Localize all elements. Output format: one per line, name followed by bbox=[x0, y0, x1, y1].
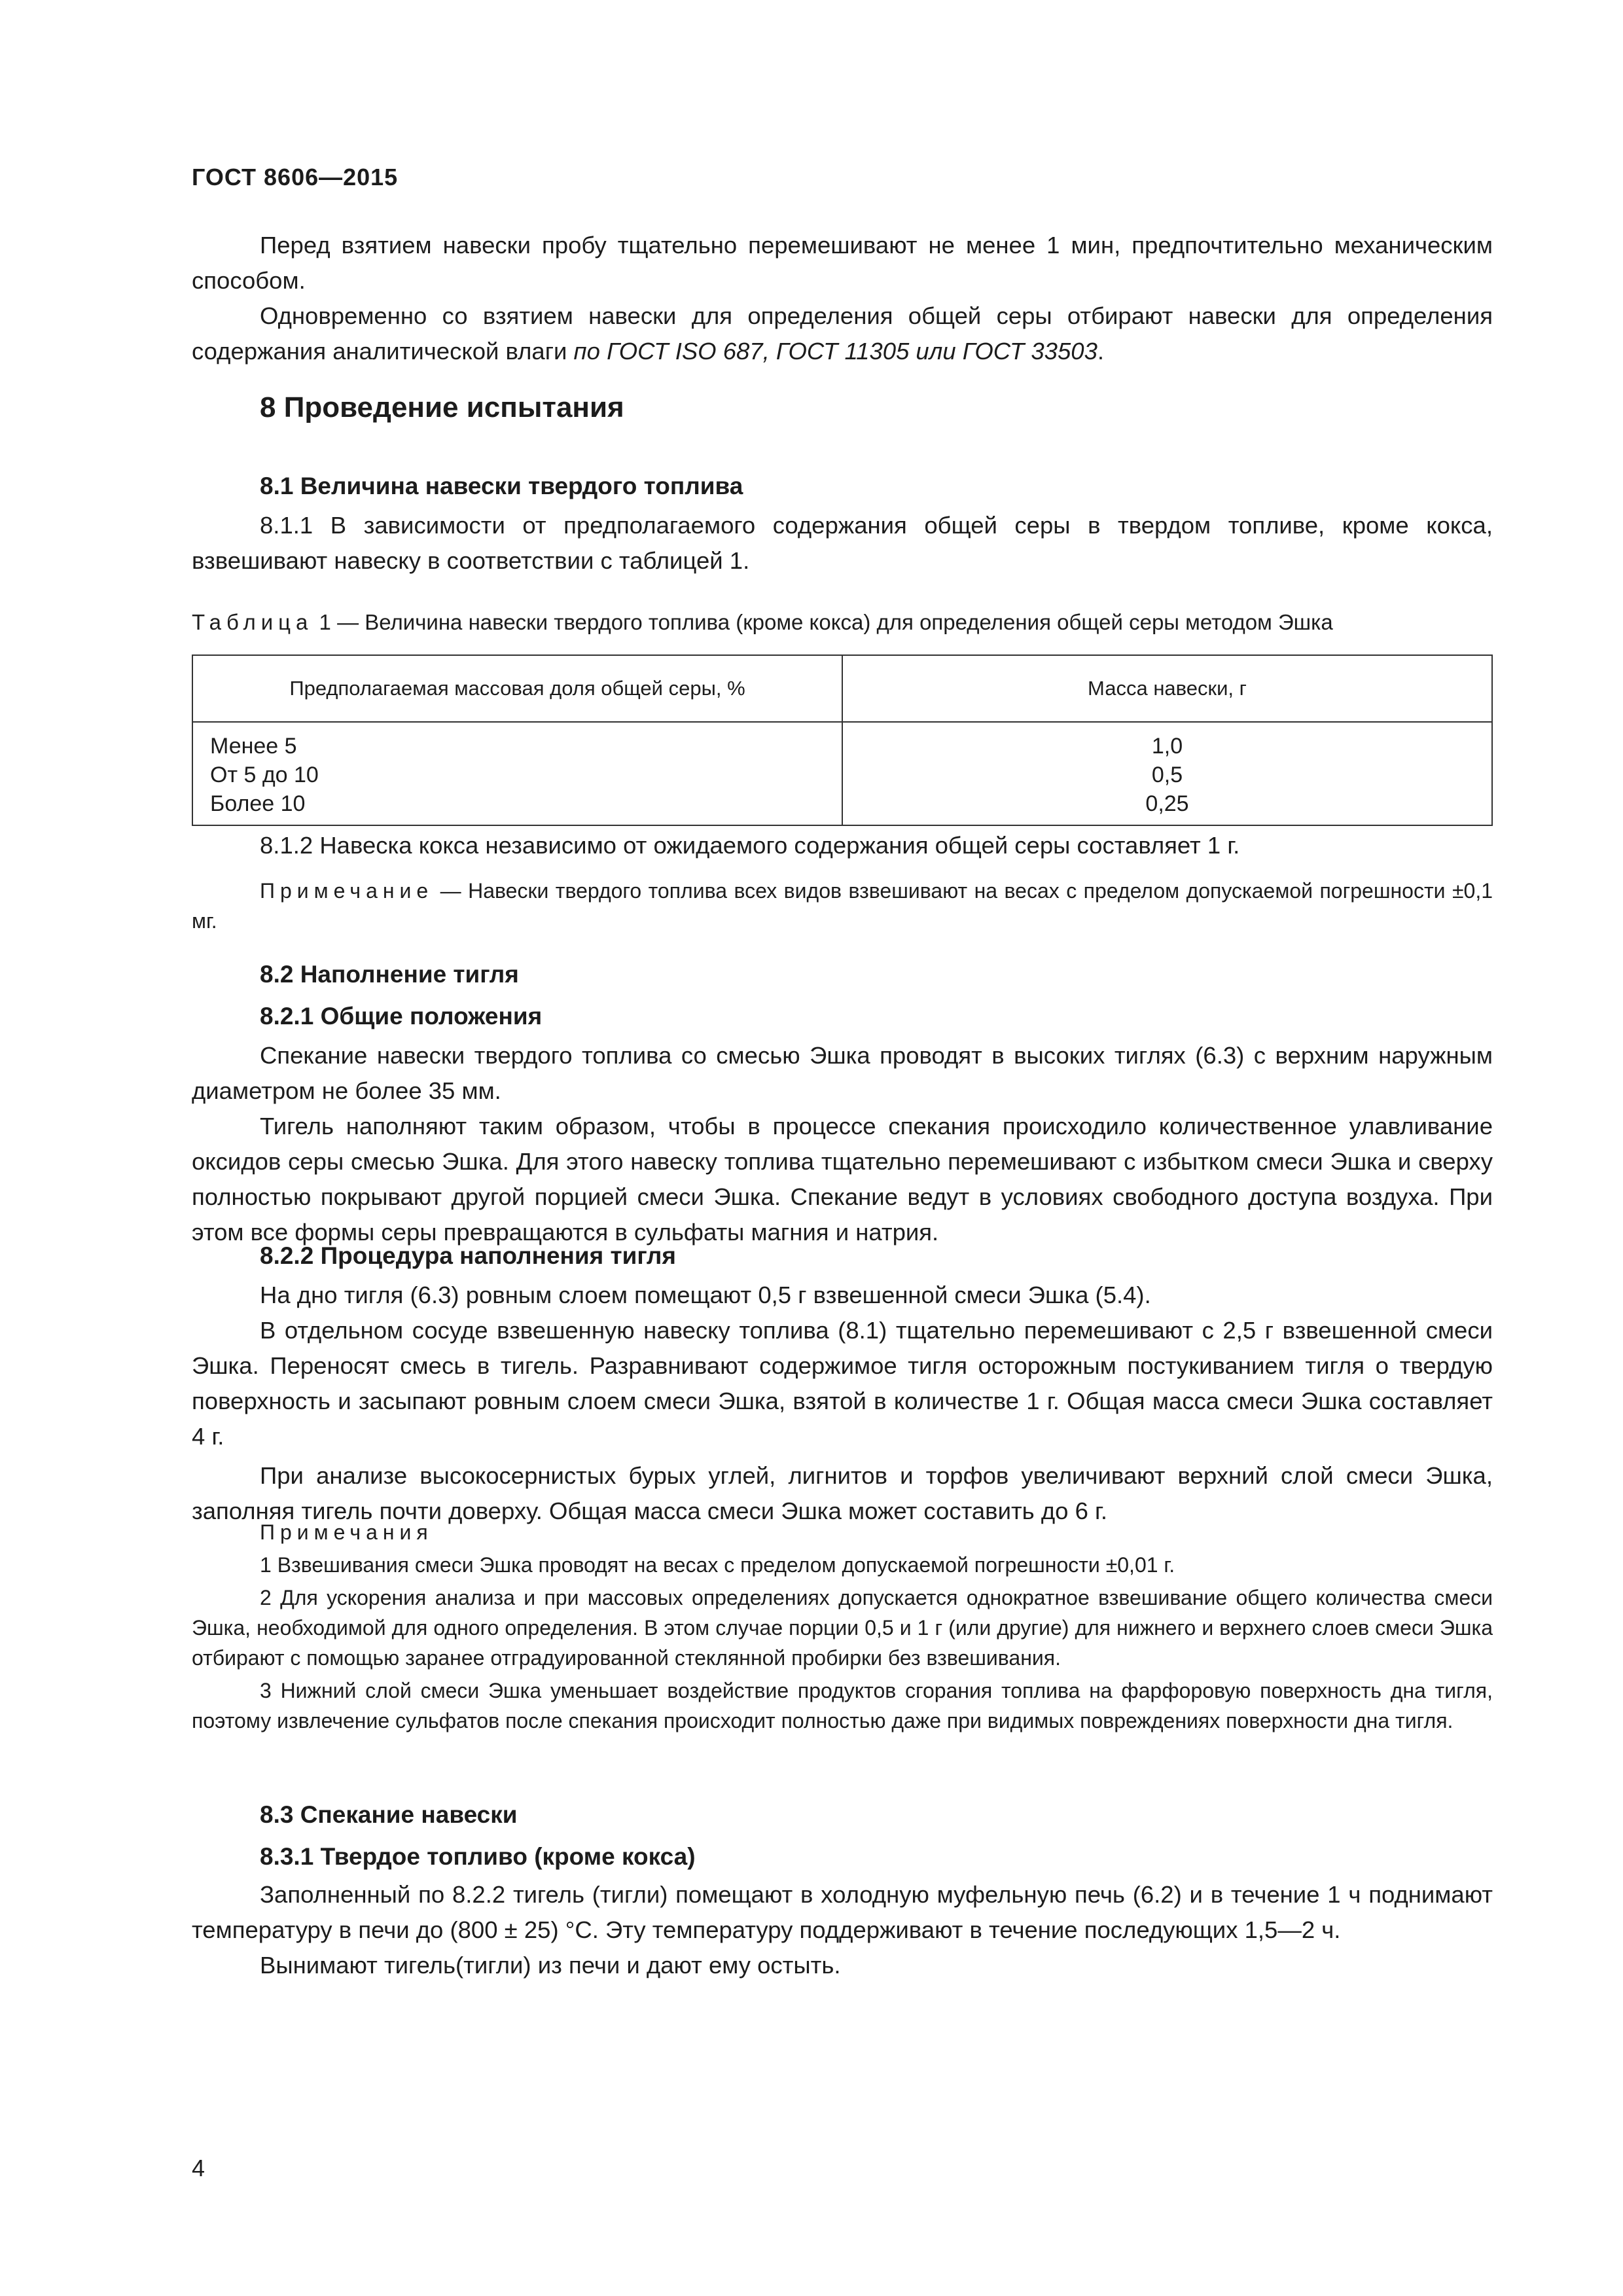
page-number: 4 bbox=[192, 2155, 205, 2181]
coke-note bbox=[192, 876, 1493, 936]
table-cell-share-1: Менее 5 bbox=[210, 734, 297, 759]
table-mass-column bbox=[842, 722, 1492, 825]
table-body-row bbox=[192, 722, 1492, 825]
section-8-1-2-paragraph: 8.1.2 Навеска кокса независимо от ожидаемого содержания общей серы составляет 1 г. bbox=[260, 832, 1240, 859]
section-8-2-2-heading: 8.2.2 Процедура наполнения тигля bbox=[260, 1242, 676, 1269]
intro-p2-start: Одновременно со взятием навески для определения общей серы отбирают навески для определения содержания аналитической влаги bbox=[192, 302, 1493, 365]
intro-block bbox=[192, 228, 1493, 369]
table-1 bbox=[192, 655, 1493, 826]
section-8-3-1-block bbox=[192, 1877, 1493, 1983]
section-8-2-2-paragraph-3: При анализе высокосернистых бурых углей, лигнитов и торфов увеличивают верхний слой смеси Эшка, заполняя тигель почти доверху. Общая масса смеси Эшка может составить до 6 г. bbox=[192, 1462, 1493, 1524]
section-8-3-heading: 8.3 Спекание навески bbox=[260, 1801, 518, 1828]
section-8-2-1-paragraph-2: Тигель наполняют таким образом, чтобы в процессе спекания происходило количественное улавливание оксидов серы смесью Эшка. Для этого навеску топлива тщательно перемешивают с избытком смеси Эшка и сверху полностью покрывают другой порцией смеси Эшка. Спекание ведут в условиях свободного доступа воздуха. При этом все формы серы превращаются в сульфаты магния и натрия. bbox=[192, 1113, 1493, 1246]
section-8-2-1-heading: 8.2.1 Общие положения bbox=[260, 1003, 543, 1030]
section-8-2-notes bbox=[192, 1517, 1493, 1736]
notes-label: Примечания bbox=[260, 1520, 433, 1544]
document-code: ГОСТ 8606—2015 bbox=[192, 164, 399, 190]
coke-note-label: Примечание bbox=[260, 879, 434, 903]
section-8-1-heading: 8.1 Величина навески твердого топлива bbox=[260, 473, 743, 499]
note-3: 3 Нижний слой смеси Эшка уменьшает воздействие продуктов сгорания топлива на фарфоровую поверхность дна тигля, поэтому извлечение сульфатов после спекания происходит полностью даже при видимых повреждениях поверхности дна тигля. bbox=[192, 1679, 1493, 1732]
table-1-grid bbox=[192, 655, 1493, 826]
section-8-2-1-paragraph-1: Спекание навески твердого топлива со смесью Эшка проводят в высоких тиглях (6.3) с верхним наружным диаметром не более 35 мм. bbox=[192, 1042, 1493, 1104]
section-8-1-1-block bbox=[192, 508, 1493, 579]
section-8-heading: 8 Проведение испытания bbox=[260, 391, 624, 423]
intro-p2-end: . bbox=[1097, 338, 1105, 365]
table-cell-mass-2: 0,5 bbox=[1151, 762, 1183, 787]
table-caption-label: Таблица bbox=[192, 610, 313, 634]
section-8-2-2-paragraph-1: На дно тигля (6.3) ровным слоем помещают 0,5 г взвешенной смеси Эшка (5.4). bbox=[260, 1282, 1151, 1308]
table-cell-mass-1: 1,0 bbox=[1151, 734, 1183, 759]
table-header-row bbox=[192, 655, 1492, 722]
section-8-3-1-heading: 8.3.1 Твердое топливо (кроме кокса) bbox=[260, 1843, 696, 1870]
table-share-column bbox=[192, 722, 842, 825]
table-caption-text: 1 — Величина навески твердого топлива (кроме кокса) для определения общей серы методом Эшка bbox=[313, 610, 1333, 634]
section-8-3-1-paragraph-1: Заполненный по 8.2.2 тигель (тигли) помещают в холодную муфельную печь (6.2) и в течение 1 ч поднимают температуру в печи до (800 ± 25) °C. Эту температуру поддерживают в течение последующих 1,5—2 ч. bbox=[192, 1881, 1493, 1943]
section-8-3-1-paragraph-2: Вынимают тигель(тигли) из печи и дают ему остыть. bbox=[260, 1952, 841, 1979]
note-2: 2 Для ускорения анализа и при массовых определениях допускается однократное взвешивание общего количества смеси Эшка, необходимой для одного определения. В этом случае порции 0,5 и 1 г (или другие) для нижнего и верхнего слоев смеси Эшка отбирают с помощью заранее отградуированной стеклянной пробирки без взвешивания. bbox=[192, 1586, 1493, 1670]
table-header-mass: Масса навески, г bbox=[842, 655, 1492, 722]
coke-note-text: — Навески твердого топлива всех видов взвешивают на весах с пределом допускаемой погрешности ±0,1 мг. bbox=[192, 879, 1493, 933]
section-8-2-2-paragraph-2: В отдельном сосуде взвешенную навеску топлива (8.1) тщательно перемешивают с 2,5 г взвешенной смеси Эшка. Переносят смесь в тигель. Разравнивают содержимое тигля осторожным постукиванием тигля о твердую поверхность и засыпают ровным слоем смеси Эшка, взятой в количестве 1 г. Общая масса смеси Эшка составляет 4 г. bbox=[192, 1317, 1493, 1450]
intro-p2-reference: по ГОСТ ISO 687, ГОСТ 11305 или ГОСТ 33503 bbox=[573, 338, 1097, 365]
section-8-1-2-block bbox=[192, 828, 1493, 863]
table-1-caption bbox=[192, 610, 1493, 635]
table-cell-share-3: Более 10 bbox=[210, 791, 306, 816]
table-cell-share-2: От 5 до 10 bbox=[210, 762, 319, 787]
intro-paragraph-1: Перед взятием навески пробу тщательно перемешивают не менее 1 мин, предпочтительно механическим способом. bbox=[192, 232, 1493, 294]
table-cell-mass-3: 0,25 bbox=[1145, 791, 1189, 816]
section-8-2-2-block bbox=[192, 1278, 1493, 1529]
section-8-2-1-block bbox=[192, 1038, 1493, 1250]
section-8-2-heading: 8.2 Наполнение тигля bbox=[260, 961, 519, 988]
section-8-1-1-paragraph: 8.1.1 В зависимости от предполагаемого содержания общей серы в твердом топливе, кроме кокса, взвешивают навеску в соответствии с таблицей 1. bbox=[192, 512, 1493, 574]
table-header-share: Предполагаемая массовая доля общей серы, % bbox=[192, 655, 842, 722]
note-1: 1 Взвешивания смеси Эшка проводят на весах с пределом допускаемой погрешности ±0,01 г. bbox=[260, 1553, 1175, 1577]
intro-paragraph-2 bbox=[192, 298, 1493, 369]
